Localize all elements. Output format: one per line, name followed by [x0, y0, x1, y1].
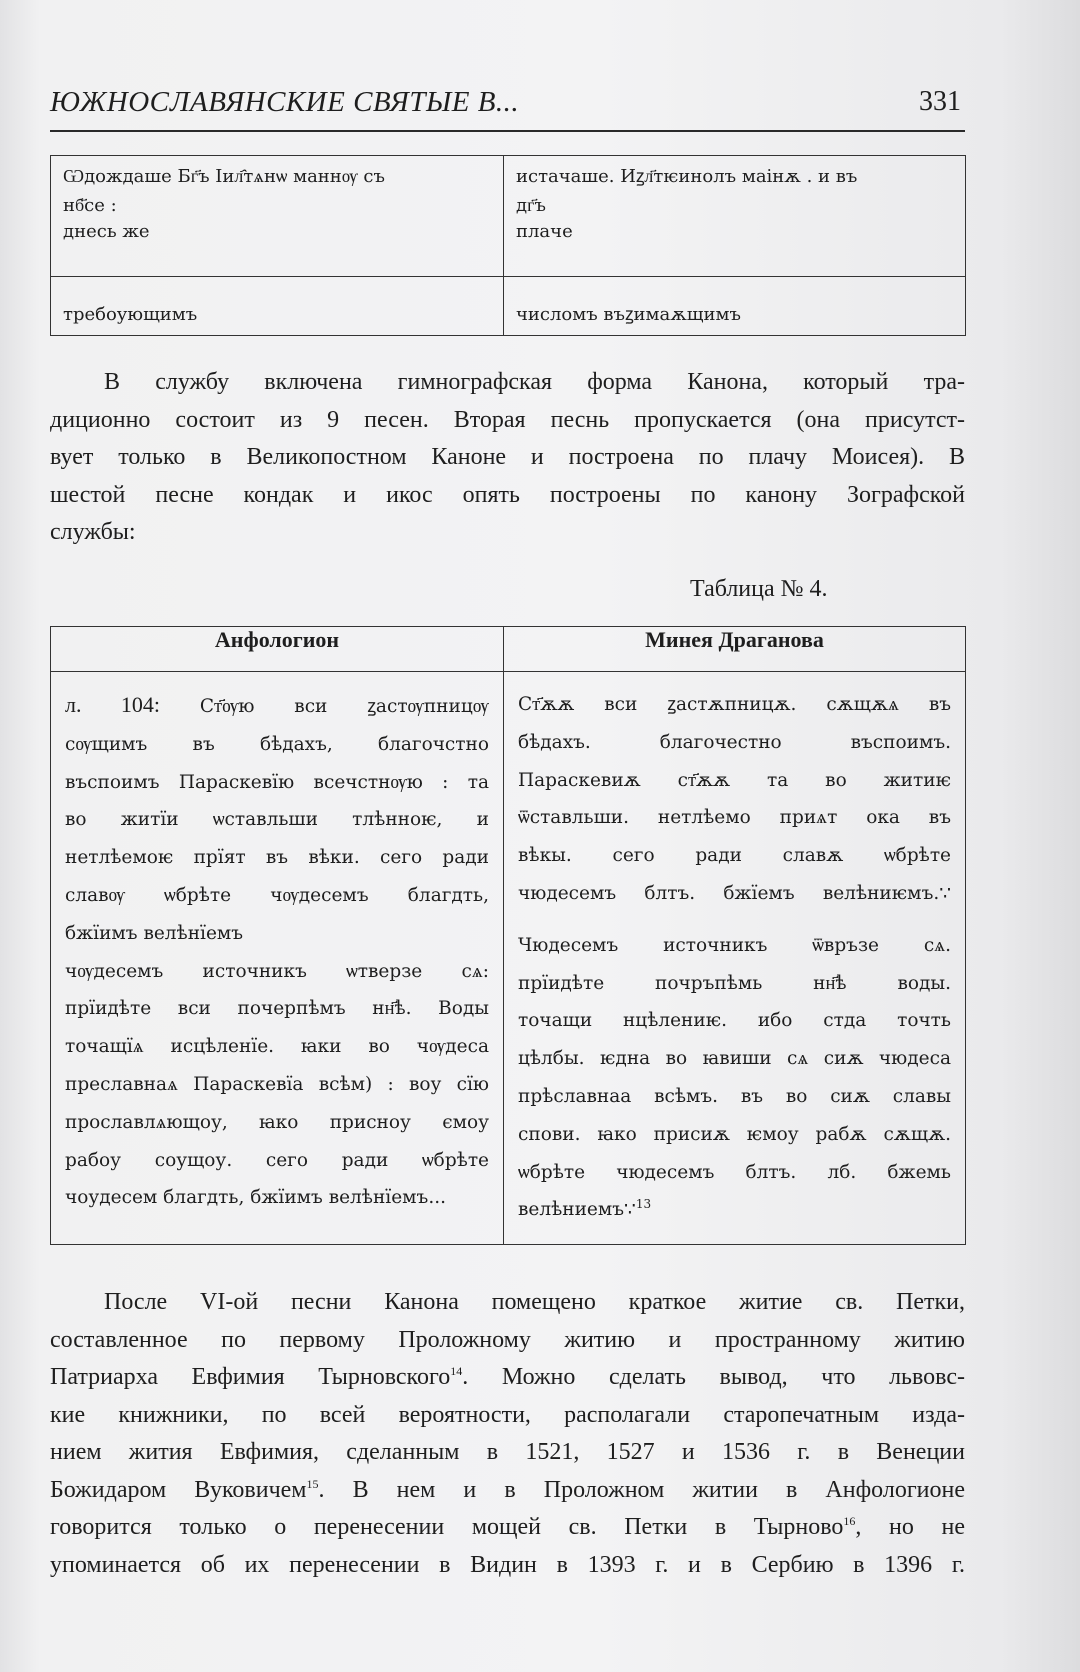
text-line: составленное по первому Проложному житию и пространному житию — [50, 1326, 965, 1353]
column-header: Анфологион — [51, 627, 504, 672]
text-line: В службу включена гимнографская форма Канона, который тра- — [104, 369, 965, 395]
table-row — [51, 672, 966, 1245]
footnote-ref: 16 — [843, 1514, 856, 1528]
cell-line: бѣдахъ. благочестно въспоимъ. — [518, 731, 951, 753]
cell-line: истачаше. Иꙁл҃тѥинолъ маінѫ . и въ — [516, 166, 858, 187]
cell-line: ѡбрѣте чюдесемъ блтъ. лб. бжемь — [518, 1161, 951, 1183]
table-cell — [504, 277, 966, 336]
cell-line-text: Ст҃ѹю вси ꙁастѹпницѹ — [199, 696, 489, 717]
table-4 — [50, 626, 966, 1245]
running-header — [50, 78, 965, 132]
text-line: службы: — [50, 519, 136, 545]
cell-line: нетлѣемоѥ прїят въ вѣки. сего ради — [65, 847, 489, 869]
cell-line: во житїи ѡставльши тлѣнноѥ, и — [65, 809, 489, 831]
table-row — [51, 156, 966, 277]
cell-line: Параскевиѫ ст҃ѫѫ та во житиѥ — [518, 769, 951, 791]
cell-line: числомъ въꙁимаѫщимъ — [516, 304, 741, 325]
text-segment: Божидаром Вуковичем — [50, 1476, 307, 1503]
text-line — [50, 1472, 965, 1510]
cell-line: точащи нцѣлениѥ. ибо стда точть — [518, 1010, 951, 1032]
cell-line: Чюдесемъ источникъ ѿвръзе сѧ. — [518, 934, 951, 956]
table-4-caption: Таблица № 4. — [690, 576, 828, 602]
cell-line: чоудесем благдть, бжїимъ велѣнїемъ... — [65, 1187, 446, 1209]
cell-line: славѹ ѡбрѣте чѹдесемъ благдть, — [65, 884, 489, 906]
text-line — [50, 1509, 965, 1547]
block-gap — [518, 913, 951, 927]
table-cell — [51, 156, 504, 277]
paragraph-2 — [50, 1284, 965, 1584]
cell-line: прѣславнаа всѣмъ. въ во сиѫ славы — [518, 1085, 951, 1107]
text-segment: Патриарха Евфимия Тырновского — [50, 1364, 451, 1390]
footnote-ref: 15 — [306, 1476, 319, 1491]
cell-line: цѣлбы. ѥдна во ꙗвиши сѧ сиѫ чюдеса — [518, 1048, 951, 1070]
table-header-row — [51, 627, 966, 672]
cell-line: ѿставльши. нетлѣемо приѧт ока въ — [518, 807, 951, 829]
anfologion-cell — [51, 672, 504, 1245]
cell-line: спови. ꙗко присиѫ ѥмоу рабѫ сѫщѫ. — [518, 1123, 951, 1145]
text-line: нием жития Евфимия, сделанным в 1521, 1527 и 1536 г. в Венеции — [50, 1439, 965, 1465]
text-segment: , но не — [855, 1514, 965, 1540]
cell-line: точащїѧ исцѣленїе. ꙗки во чѹдеса — [65, 1036, 489, 1058]
text-line: упоминается об их перенесении в Видин в 1393 г. и в Сербию в 1396 г. — [50, 1551, 965, 1578]
cell-line: прославлѧющоу, ꙗко присноу ємоу — [65, 1111, 489, 1133]
cell-line: въспоимъ Параскевїю всечстнѹю : та — [65, 771, 489, 793]
cell-line: сѹщимъ въ бѣдахъ, благочстно — [65, 733, 489, 755]
text-segment: говорится только о перенесении мощей св. Петки в Тырново — [50, 1514, 844, 1540]
draganova-cell — [504, 672, 966, 1245]
table-cell — [504, 156, 966, 277]
text-line: диционно состоит из 9 песен. Вторая песнь пропускается (она присутст- — [50, 406, 965, 433]
paragraph-1 — [50, 364, 965, 552]
page-number: 331 — [919, 86, 961, 117]
cell-line-text: велѣниемъ∵ — [518, 1199, 636, 1221]
cell-line: вѣкы. сего ради славѫ ѡбрѣте — [518, 845, 951, 867]
cell-line — [518, 1191, 951, 1229]
text-line: вует только в Великопостном Каноне и построена по плачу Моисея). В — [50, 444, 965, 470]
cell-line: чѹдесемъ источникъ ѡтверзе сѧ: — [65, 960, 489, 982]
text-line: кие книжники, по всей вероятности, располагали старопечатным изда- — [50, 1401, 965, 1428]
cell-line: требоующимъ — [63, 304, 198, 325]
cell-line: чюдесемъ блтъ. бжїемъ велѣниѥмъ.∵ — [518, 882, 951, 904]
cell-line: плаче — [516, 221, 573, 242]
column-header: Минея Драганова — [504, 627, 966, 672]
text-segment: . Можно сделать вывод, что львовс- — [462, 1364, 965, 1390]
cell-line: Ѡдождаше Бг҃ъ Іил҄тѧнѡ маннѹ съ — [63, 166, 385, 187]
text-line: шестой песне кондак и икос опять построены по канону Зографской — [50, 481, 965, 508]
table-3-continuation — [50, 155, 966, 336]
table-cell — [51, 277, 504, 336]
footnote-ref: 14 — [450, 1364, 463, 1378]
cell-line: преславнаѧ Параскевїа всѣм) : воу сїю — [65, 1073, 489, 1095]
cell-line: дг҃ъ — [516, 195, 546, 216]
cell-line: днесь же — [63, 221, 150, 242]
cell-line: рабоу соущоу. сего ради ѡбрѣте — [65, 1149, 489, 1171]
text-segment: . В нем и в Проложном житии в Анфологионе — [318, 1476, 966, 1503]
footnote-ref: 13 — [635, 1197, 652, 1212]
cell-line — [65, 686, 489, 726]
text-line: После VI-ой песни Канона помещено краткое житие св. Петки, — [104, 1289, 965, 1315]
cell-line: прїидѣте почръпѣмь нн҃ѣ воды. — [518, 972, 951, 994]
text-line — [50, 1359, 965, 1397]
running-title: ЮЖНОСЛАВЯНСКИЕ СВЯТЫЕ В... — [50, 86, 520, 118]
table-row — [51, 277, 966, 336]
cell-line: Ст҃ѫѫ вси ꙁастѫпницѫ. сѫщѫѧ въ — [518, 694, 951, 715]
cell-line: бжїимъ велѣнїемъ — [65, 922, 244, 944]
folio-reference: л. 104: — [65, 692, 161, 717]
cell-line: нб҃се : — [63, 195, 117, 216]
cell-line: прїидѣте вси почерпѣмъ нн҃ѣ. Воды — [65, 998, 489, 1020]
